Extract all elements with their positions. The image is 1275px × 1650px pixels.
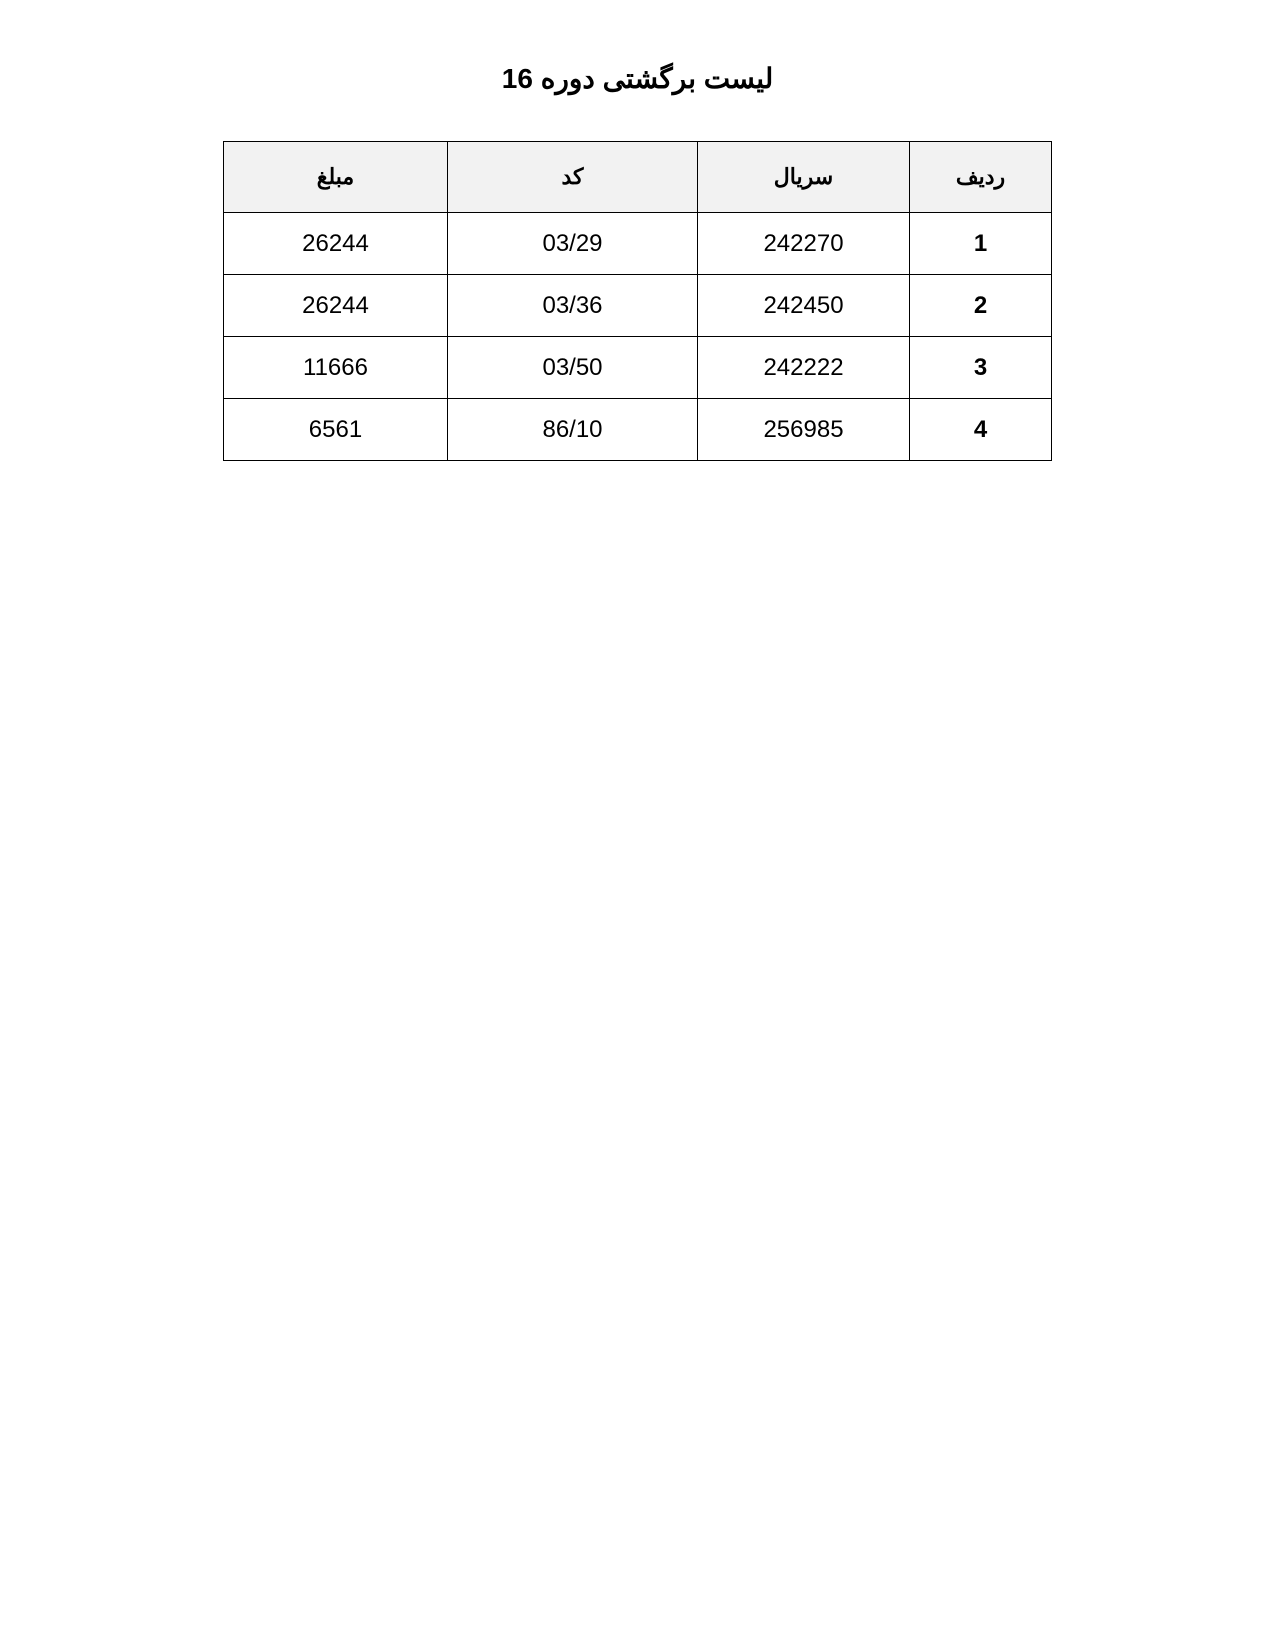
column-header-amount: مبلغ <box>224 142 448 213</box>
cell-radif: 3 <box>910 337 1052 399</box>
cell-amount: 6561 <box>224 399 448 461</box>
page-title: لیست برگشتی دوره 16 <box>501 63 774 94</box>
cell-radif: 1 <box>910 213 1052 275</box>
table-row <box>224 399 1052 461</box>
table-body <box>224 213 1052 461</box>
cell-radif: 2 <box>910 275 1052 337</box>
cell-code: 03/36 <box>448 275 698 337</box>
cell-amount: 26244 <box>224 213 448 275</box>
cell-serial: 242222 <box>698 337 910 399</box>
cell-serial: 242270 <box>698 213 910 275</box>
table-row <box>224 213 1052 275</box>
cell-code: 86/10 <box>448 399 698 461</box>
table-container <box>0 141 1275 461</box>
cell-amount: 26244 <box>224 275 448 337</box>
returns-table <box>223 141 1052 461</box>
column-header-serial: سریال <box>698 142 910 213</box>
cell-radif: 4 <box>910 399 1052 461</box>
table-row <box>224 275 1052 337</box>
cell-code: 03/29 <box>448 213 698 275</box>
cell-code: 03/50 <box>448 337 698 399</box>
cell-amount: 11666 <box>224 337 448 399</box>
column-header-radif: ردیف <box>910 142 1052 213</box>
cell-serial: 256985 <box>698 399 910 461</box>
table-row <box>224 337 1052 399</box>
table-header-row <box>224 142 1052 213</box>
cell-serial: 242450 <box>698 275 910 337</box>
column-header-code: کد <box>448 142 698 213</box>
table-header <box>224 142 1052 213</box>
